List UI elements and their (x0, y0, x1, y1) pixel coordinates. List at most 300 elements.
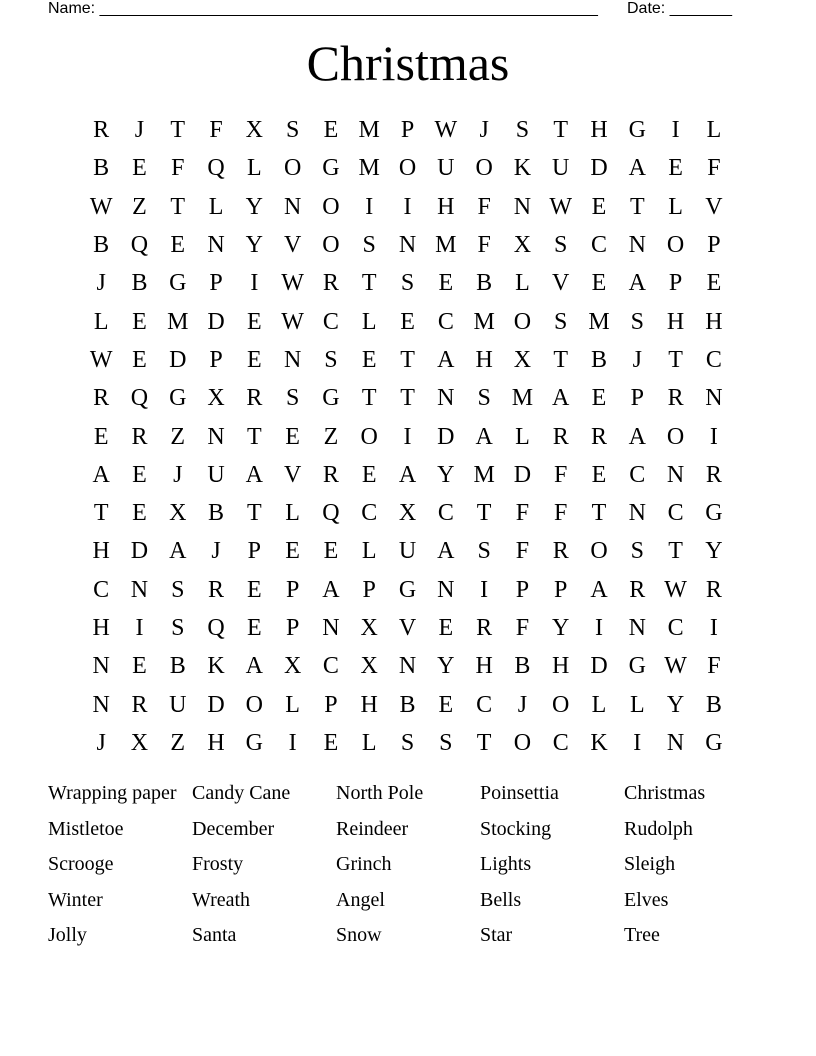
grid-letter: R (246, 385, 263, 412)
grid-letter: E (668, 155, 683, 182)
grid-letter: E (591, 385, 607, 412)
grid-letter: N (92, 691, 110, 718)
word-bank-item: Reindeer (336, 817, 409, 840)
grid-letter: W (664, 576, 687, 603)
grid-letter: B (591, 346, 608, 373)
grid-letter: K (207, 653, 225, 680)
grid-letter: C (552, 729, 569, 756)
grid-letter: D (513, 461, 532, 488)
grid-letter: O (475, 155, 493, 182)
grid-letter: S (362, 232, 376, 259)
word-bank-item: Snow (336, 924, 382, 946)
word-bank-item: Scrooge (48, 853, 114, 875)
grid-letter: P (400, 117, 415, 144)
grid-letter: T (591, 500, 607, 527)
grid-letter: X (207, 385, 225, 412)
grid-letter: W (434, 117, 458, 144)
grid-letter: Y (245, 232, 263, 259)
grid-letter: A (628, 423, 646, 450)
grid-letter: J (96, 270, 106, 297)
word-bank-item: Mistletoe (48, 817, 124, 840)
grid-letter: M (167, 308, 189, 335)
grid-letter: P (209, 346, 223, 373)
grid-letter: B (514, 653, 531, 680)
grid-letter: E (706, 270, 722, 297)
grid-letter: R (322, 270, 339, 297)
grid-letter: D (437, 423, 455, 450)
grid-letter: K (590, 729, 608, 756)
grid-letter: T (668, 538, 683, 565)
grid-letter: S (554, 232, 568, 259)
grid-letter: E (591, 461, 607, 488)
grid-letter: I (365, 193, 374, 220)
grid-letter: C (361, 500, 378, 527)
word-bank (48, 776, 768, 954)
grid-letter: G (322, 385, 340, 412)
grid-letter: D (207, 691, 225, 718)
grid-letter: S (171, 576, 185, 603)
grid-letter: L (93, 308, 109, 335)
grid-letter: C (667, 500, 684, 527)
grid-letter: G (705, 500, 723, 527)
grid-letter: P (630, 385, 644, 412)
grid-letter: I (403, 423, 412, 450)
grid-letter: Z (170, 729, 186, 756)
word-bank-item: Wreath (192, 888, 251, 911)
grid-letter: T (668, 346, 683, 373)
grid-letter: S (554, 308, 568, 335)
grid-letter: X (360, 615, 378, 641)
grid-letter: F (515, 615, 530, 641)
grid-letter: I (403, 193, 412, 220)
grid-letter: A (169, 538, 187, 565)
grid-letter: E (285, 538, 300, 565)
grid-letter: E (323, 538, 339, 565)
grid-letter: N (398, 232, 417, 259)
grid-letter: N (130, 576, 149, 603)
grid-letter: E (285, 423, 300, 450)
grid-letter: J (96, 729, 106, 756)
grid-letter: L (285, 691, 300, 718)
grid-letter: U (398, 538, 417, 565)
grid-letter: M (435, 232, 457, 259)
grid-letter: I (709, 423, 718, 450)
grid-letter: S (400, 270, 415, 297)
grid-letter: T (170, 117, 186, 144)
grid-letter: V (283, 232, 302, 259)
grid-letter: L (629, 691, 645, 718)
grid-letter: S (439, 729, 453, 756)
grid-letter: N (437, 385, 455, 412)
grid-letter: E (93, 423, 109, 450)
grid-letter: I (480, 576, 489, 603)
grid-letter: T (361, 385, 377, 412)
grid-letter: W (281, 270, 304, 297)
grid-letter: Q (322, 500, 340, 527)
grid-letter: G (169, 270, 187, 297)
word-bank-item: Santa (192, 924, 237, 946)
grid-letter: L (361, 308, 377, 335)
grid-letter: T (400, 346, 415, 373)
grid-letter: N (92, 653, 110, 680)
word-bank-item: Tree (624, 924, 660, 946)
grid-letter: C (437, 308, 454, 335)
grid-letter: F (707, 653, 721, 680)
grid-letter: H (705, 308, 723, 335)
grid-letter: P (209, 270, 223, 297)
grid-letter: V (705, 193, 723, 220)
grid-letter: U (207, 461, 225, 488)
grid-letter: X (169, 500, 187, 527)
grid-letter: C (322, 308, 339, 335)
grid-letter: C (322, 653, 339, 680)
grid-letter: P (324, 691, 338, 718)
grid-letter: L (361, 538, 377, 565)
grid-letter: V (552, 270, 570, 297)
grid-letter: F (477, 232, 491, 259)
grid-letter: A (245, 653, 263, 680)
grid-letter: V (283, 461, 302, 488)
grid-letter: S (171, 615, 185, 641)
grid-letter: R (667, 385, 684, 412)
word-bank-item: Jolly (48, 924, 87, 946)
grid-letter: E (132, 500, 147, 527)
grid-letter: X (398, 500, 417, 527)
grid-letter: G (169, 385, 187, 412)
grid-letter: S (630, 308, 644, 335)
grid-letter: W (664, 653, 687, 680)
grid-letter: R (131, 423, 148, 450)
grid-letter: L (668, 193, 683, 220)
grid-letter: G (705, 729, 723, 756)
grid-letter: L (361, 729, 377, 756)
grid-letter: C (93, 576, 110, 603)
grid-letter: E (400, 308, 415, 335)
grid-letter: W (89, 193, 113, 220)
word-bank-item: Christmas (624, 782, 706, 804)
word-bank-item: Star (480, 924, 513, 946)
grid-letter: A (437, 346, 455, 373)
grid-letter: B (399, 691, 416, 718)
grid-letter: D (169, 346, 187, 373)
grid-letter: S (477, 538, 491, 565)
word-bank-item: Bells (480, 888, 522, 911)
word-bank-item: December (192, 817, 275, 840)
grid-letter: H (666, 308, 685, 335)
grid-letter: H (437, 193, 455, 220)
grid-letter: N (705, 385, 723, 412)
grid-letter: I (135, 615, 144, 641)
grid-letter: W (89, 346, 113, 373)
grid-letter: Y (437, 653, 455, 680)
grid-letter: N (322, 615, 340, 641)
grid-letter: L (706, 117, 722, 144)
grid-letter: U (169, 691, 187, 718)
grid-letter: C (629, 461, 646, 488)
grid-letter: F (171, 155, 185, 182)
grid-letter: N (628, 232, 646, 259)
grid-letter: D (130, 538, 149, 565)
grid-letter: V (398, 615, 417, 641)
grid-letter: P (554, 576, 568, 603)
word-bank-item: North Pole (336, 782, 424, 804)
grid-letter: E (132, 653, 147, 680)
name-field-label: Name: ________________________________________________________ (48, 0, 598, 17)
grid-letter: P (707, 232, 721, 259)
grid-letter: N (513, 193, 532, 220)
grid-letter: Z (170, 423, 186, 450)
grid-letter: R (208, 576, 225, 603)
page-title: Christmas (306, 35, 510, 91)
grid-letter: E (323, 729, 339, 756)
grid-letter: Y (705, 538, 723, 565)
grid-letter: M (473, 461, 495, 488)
grid-letter: R (322, 461, 339, 488)
grid-letter: L (247, 155, 262, 182)
grid-letter: R (591, 423, 608, 450)
word-bank-item: Elves (624, 888, 669, 911)
grid-letter: M (588, 308, 610, 335)
grid-letter: T (170, 193, 186, 220)
grid-letter: D (207, 308, 225, 335)
word-bank-item: Wrapping paper (48, 782, 177, 804)
grid-letter: A (590, 576, 608, 603)
grid-letter: O (245, 691, 263, 718)
grid-letter: N (283, 193, 302, 220)
grid-letter: O (590, 538, 608, 565)
grid-letter: A (552, 385, 570, 412)
word-bank-item: Frosty (192, 853, 244, 875)
grid-letter: S (324, 346, 338, 373)
grid-letter: O (322, 232, 340, 259)
grid-letter: F (477, 193, 491, 220)
grid-letter: G (322, 155, 340, 182)
grid-letter: E (438, 691, 454, 718)
grid-letter: F (515, 500, 530, 527)
grid-letter: I (250, 270, 259, 297)
grid-letter: B (93, 232, 110, 259)
word-bank-item: Rudolph (624, 817, 693, 840)
grid-letter: N (398, 653, 417, 680)
grid-letter: S (515, 117, 530, 144)
grid-letter: I (595, 615, 603, 641)
grid-letter: T (400, 385, 415, 412)
grid-letter: T (629, 193, 645, 220)
grid-letter: H (207, 729, 225, 756)
grid-letter: C (667, 615, 684, 641)
grid-letter: T (476, 729, 492, 756)
grid-letter: Y (437, 461, 455, 488)
grid-letter: L (208, 193, 224, 220)
header-line (48, 0, 748, 20)
grid-letter: D (590, 155, 608, 182)
grid-letter: A (628, 270, 646, 297)
grid-letter: X (513, 232, 532, 259)
grid-letter: R (476, 615, 493, 641)
word-bank-item: Grinch (336, 853, 392, 875)
grid-letter: N (666, 729, 685, 756)
grid-letter: O (513, 308, 532, 335)
grid-letter: R (552, 423, 569, 450)
grid-letter: E (323, 117, 339, 144)
grid-letter: T (553, 346, 569, 373)
grid-letter: A (398, 461, 417, 488)
word-bank-item: Candy Cane (192, 782, 291, 804)
grid-letter: C (591, 232, 608, 259)
grid-letter: H (360, 691, 378, 718)
grid-letter: R (705, 576, 722, 603)
grid-letter: O (552, 691, 570, 718)
word-bank-item: Sleigh (624, 853, 676, 875)
grid-letter: G (628, 117, 646, 144)
grid-letter: F (554, 461, 568, 488)
grid-letter: A (322, 576, 340, 603)
word-bank-item: Poinsettia (480, 782, 559, 804)
grid-letter: H (475, 346, 493, 373)
grid-letter: Z (323, 423, 339, 450)
grid-letter: N (437, 576, 455, 603)
grid-letter: S (400, 729, 415, 756)
grid-letter: S (630, 538, 644, 565)
grid-letter: Y (552, 615, 570, 641)
grid-letter: M (473, 308, 495, 335)
grid-letter: O (666, 232, 685, 259)
grid-letter: A (92, 461, 110, 488)
grid-letter: H (475, 653, 493, 680)
grid-letter: L (591, 691, 607, 718)
grid-letter: J (632, 346, 642, 373)
grid-letter: O (666, 423, 685, 450)
grid-letter: J (134, 117, 145, 144)
grid-letter: Q (130, 385, 149, 412)
grid-letter: S (285, 385, 300, 412)
grid-letter: I (671, 117, 680, 144)
grid-letter: G (245, 729, 263, 756)
grid-letter: B (169, 653, 186, 680)
grid-letter: C (705, 346, 722, 373)
grid-letter: T (361, 270, 377, 297)
grid-letter: A (475, 423, 493, 450)
grid-letter: E (361, 346, 377, 373)
grid-letter: S (285, 117, 300, 144)
word-bank-item: Lights (480, 853, 532, 875)
grid-letter: M (511, 385, 534, 412)
grid-letter: S (477, 385, 491, 412)
grid-letter: B (476, 270, 493, 297)
grid-letter: P (668, 270, 683, 297)
grid-letter: G (628, 653, 646, 680)
grid-letter: A (628, 155, 646, 182)
grid-letter: E (170, 232, 186, 259)
grid-letter: Y (666, 691, 685, 718)
letter-grid (82, 111, 734, 762)
grid-letter: P (515, 576, 530, 603)
grid-letter: L (285, 500, 300, 527)
grid-letter: H (590, 117, 608, 144)
grid-letter: E (132, 308, 147, 335)
grid-letter: N (628, 615, 646, 641)
grid-letter: G (398, 576, 417, 603)
grid-letter: P (285, 615, 300, 641)
grid-letter: T (476, 500, 492, 527)
grid-letter: E (438, 615, 454, 641)
grid-letter: P (285, 576, 300, 603)
grid-letter: E (247, 308, 262, 335)
grid-letter: H (92, 538, 110, 565)
grid-letter: R (131, 691, 148, 718)
grid-letter: L (515, 423, 530, 450)
word-bank-item: Stocking (480, 817, 552, 840)
grid-letter: P (247, 538, 262, 565)
grid-letter: Z (132, 193, 147, 220)
grid-letter: X (130, 729, 149, 756)
grid-letter: O (322, 193, 340, 220)
grid-letter: D (590, 653, 608, 680)
grid-letter: E (438, 270, 454, 297)
grid-letter: Q (130, 232, 149, 259)
grid-letter: B (93, 155, 110, 182)
grid-letter: X (360, 653, 378, 680)
grid-letter: J (479, 117, 489, 144)
word-bank-item: Winter (48, 888, 103, 911)
grid-letter: K (513, 155, 532, 182)
grid-letter: M (358, 117, 380, 144)
grid-letter: R (552, 538, 569, 565)
grid-letter: O (513, 729, 532, 756)
grid-letter: B (131, 270, 148, 297)
date-field-label: Date: _______ (627, 0, 732, 17)
grid-letter: U (552, 155, 570, 182)
grid-letter: I (633, 729, 642, 756)
grid-letter: J (517, 691, 528, 718)
grid-letter: U (437, 155, 455, 182)
grid-letter: C (437, 500, 454, 527)
grid-letter: Q (207, 155, 225, 182)
grid-letter: F (515, 538, 530, 565)
grid-letter: E (132, 155, 147, 182)
grid-letter: O (283, 155, 302, 182)
word-bank-item: Angel (336, 888, 385, 911)
grid-letter: B (705, 691, 722, 718)
grid-letter: F (209, 117, 223, 144)
grid-letter: F (554, 500, 568, 527)
grid-letter: I (288, 729, 297, 756)
grid-letter: Y (245, 193, 263, 220)
grid-letter: J (173, 461, 183, 488)
grid-letter: X (283, 653, 302, 680)
grid-letter: T (247, 423, 262, 450)
grid-letter: O (360, 423, 378, 450)
grid-letter: E (247, 576, 262, 603)
grid-letter: H (552, 653, 570, 680)
grid-letter: H (92, 615, 110, 641)
grid-letter: N (207, 423, 225, 450)
grid-letter: Q (207, 615, 225, 641)
grid-letter: W (549, 193, 573, 220)
grid-letter: X (245, 117, 263, 144)
grid-letter: E (361, 461, 377, 488)
grid-letter: N (283, 346, 302, 373)
grid-letter: R (629, 576, 646, 603)
grid-letter: I (709, 615, 718, 641)
grid-letter: E (591, 193, 607, 220)
grid-letter: X (513, 346, 532, 373)
grid-letter: N (628, 500, 646, 527)
grid-letter: J (211, 538, 221, 565)
grid-letter: T (247, 500, 262, 527)
grid-letter: W (281, 308, 304, 335)
grid-letter: T (93, 500, 109, 527)
